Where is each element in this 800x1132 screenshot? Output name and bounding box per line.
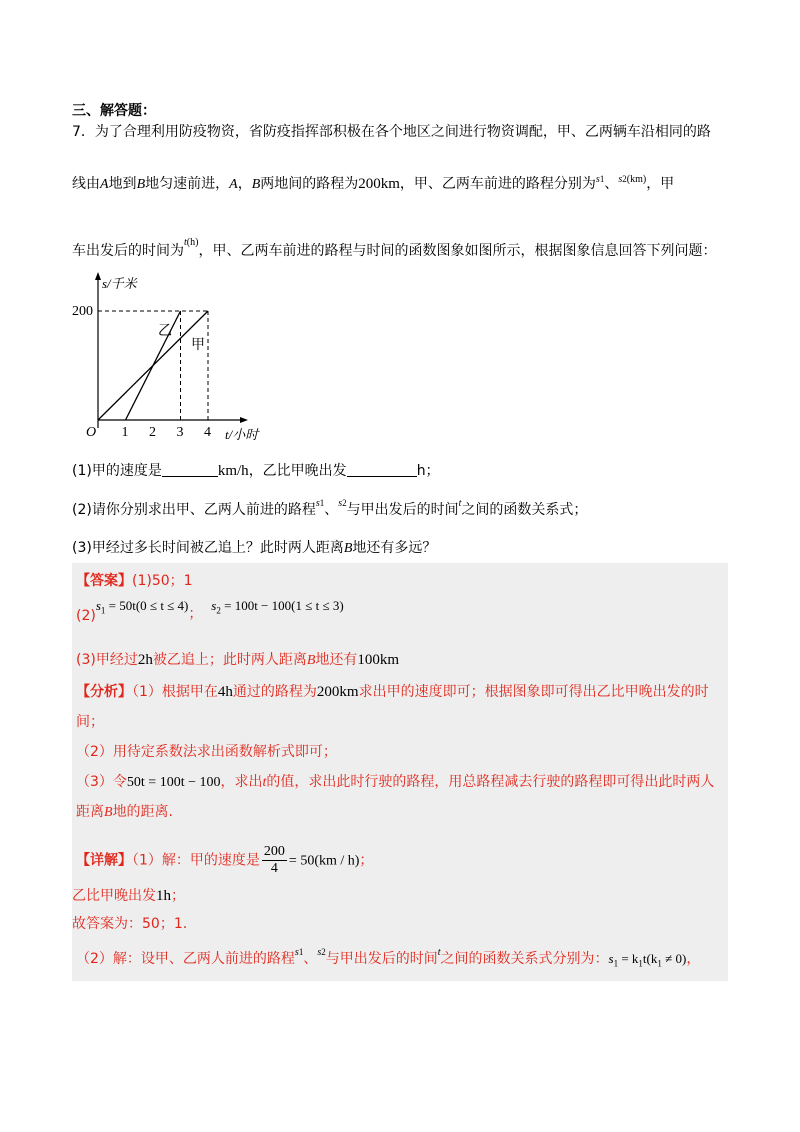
answer-line-1: 【答案】(1)50；1 [76, 573, 193, 589]
detail-line-4: （2）解：设甲、乙两人前进的路程$^s_1$、$^s_2$与甲出发后的时间$^t$之间的函数关系式分别为：$s_1 = k_1t(k_1 \ne 0)$， [76, 947, 701, 969]
series-label-jia: 甲 [191, 338, 205, 353]
problem-line-2: 线由A地到B地匀速前进，A，B两地间的路程为200km，甲、乙两车前进的路程分别为$^s_1$、$^s_2^{(km)}$，甲 [72, 174, 675, 192]
analysis-line-1: 【分析】（1）根据甲在4h通过的路程为200km求出甲的速度即可；根据图象即可得出乙比甲晚出发的时 [76, 684, 709, 700]
detail-line-2: 乙比甲晚出发1h； [72, 888, 185, 904]
y-axis-label: s/千米 [102, 276, 137, 291]
analysis-line-2: 间； [76, 714, 104, 730]
detail-line-3: 故答案为：50；1. [72, 916, 188, 932]
detail-line-1: 【详解】（1）解：甲的速度是 $\frac{200}{4}$ = 50(km / h)； [76, 844, 374, 876]
series-line-yi [126, 311, 181, 420]
problem-line-3: 车出发后的时间为$^{t(h)}$，甲、乙两车前进的路程与时间的函数图象如图所示，根据图象信息回答下列问题： [72, 237, 717, 259]
problem-line-1: 7．为了合理利用防疫物资，省防疫指挥部积极在各个地区之间进行物资调配，甲、乙两辆车沿相同的路 [72, 124, 711, 140]
answer-line-2: $(2)s_1 = 50t(0 \le t \le 4)$； $s_2 = 100t - 100(1 \le t \le 3)$ [76, 598, 344, 624]
question-1: (1)甲的速度是 km/h，乙比甲晚出发 h； [72, 463, 440, 479]
answer-line-3: (3)甲经过2h被乙追上；此时两人距离B地还有100km [76, 652, 400, 668]
x-tick-label-3: 3 [176, 425, 184, 440]
analysis-line-3: （2）用待定系数法求出函数解析式即可； [76, 744, 337, 760]
origin-label: O [86, 425, 97, 440]
x-tick-label-4: 4 [204, 425, 211, 440]
y-axis-arrow [95, 272, 101, 280]
fraction-200-over-4: $\frac{200}{4}$ [263, 844, 285, 876]
section-heading: 三、解答题： [72, 103, 156, 119]
x-tick-label-2: 2 [149, 425, 156, 440]
x-axis-label: t/小时 [225, 427, 259, 442]
x-axis-arrow [240, 417, 248, 423]
answer-blank-delay[interactable] [347, 463, 417, 477]
y-tick-label-200: 200 [72, 304, 93, 319]
distance-time-chart [70, 268, 290, 448]
question-3: (3)甲经过多长时间被乙追上？此时两人距离B地还有多远？ [72, 540, 437, 556]
analysis-line-4: （3）令50t = 100t − 100，求出t的值，求出此时行驶的路程，用总路程减去行驶的路程即可得出此时两人 [76, 774, 715, 790]
series-label-yi: 乙 [158, 324, 172, 339]
analysis-line-5: 距离B地的距离. [76, 804, 174, 820]
answer-blank-speed[interactable] [162, 463, 218, 477]
x-tick-label-1: 1 [121, 425, 129, 440]
question-2: (2)请你分别求出甲、乙两人前进的路程$^s_1$、$^s_2$与甲出发后的时间$^t$之间的函数关系式； [72, 498, 588, 518]
